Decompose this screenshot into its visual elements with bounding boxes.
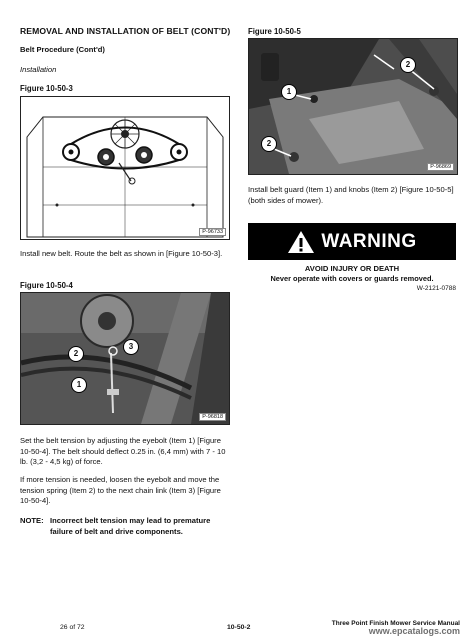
figure-code: P-96733 [199,228,226,236]
warning-code: W-2121-0788 [416,285,456,292]
figure-code: P-96869 [427,163,454,171]
installation-subheading: Installation [20,65,57,74]
section-number: 10-50-2 [227,624,251,631]
figure-10-50-4 [20,292,230,425]
callout-3: 3 [123,339,139,355]
warning-triangle-icon [287,230,315,254]
note-text: Incorrect belt tension may lead to premature failure of belt and drive components. [50,516,211,536]
note-label: NOTE: [20,516,44,525]
paragraph-belt-tension: Set the belt tension by adjusting the eyebolt (Item 1) [Figure 10-50-4]. The belt should deflect 0.25 in. (6,4 mm) with 7 - 10 lb. (3,2 - 4,5 kg) of force. [20,436,226,467]
section-title: REMOVAL AND INSTALLATION OF BELT (CONT'D) [20,26,231,36]
figure-label-10-50-3: Figure 10-50-3 [20,84,73,93]
paragraph-install-belt: Install new belt. Route the belt as shown in [Figure 10-50-3]. [20,249,223,258]
belt-procedure-heading: Belt Procedure (Cont'd) [20,45,105,54]
paragraph-install-guard: Install belt guard (Item 1) and knobs (Item 2) [Figure 10-50-5] (both sides of mower). [248,185,454,205]
figure-code: P-96818 [199,413,226,421]
callout-1: 1 [281,84,297,100]
eyebolt-photo [21,293,229,424]
figure-10-50-5 [248,38,458,175]
warning-body: Never operate with covers or guards removed. [270,274,434,283]
page-number: 26 of 72 [60,624,85,631]
warning-banner [248,223,456,260]
figure-label-10-50-5: Figure 10-50-5 [248,27,301,36]
warning-headline: AVOID INJURY OR DEATH [304,264,400,273]
watermark: www.epcatalogs.com [368,626,460,636]
callout-1: 1 [71,377,87,393]
belt-routing-diagram [21,97,229,239]
callout-2: 2 [400,57,416,73]
figure-10-50-3 [20,96,230,240]
callout-2: 2 [68,346,84,362]
callout-2: 2 [261,136,277,152]
paragraph-more-tension: If more tension is needed, loosen the eyebolt and move the tension spring (Item 2) to the next chain link (Item 3) [Figure 10-50-4]. [20,475,221,506]
warning-word: WARNING [321,230,417,252]
figure-label-10-50-4: Figure 10-50-4 [20,281,73,290]
manual-title: Three Point Finish Mower Service Manual [331,620,460,627]
belt-guard-photo [249,39,457,174]
